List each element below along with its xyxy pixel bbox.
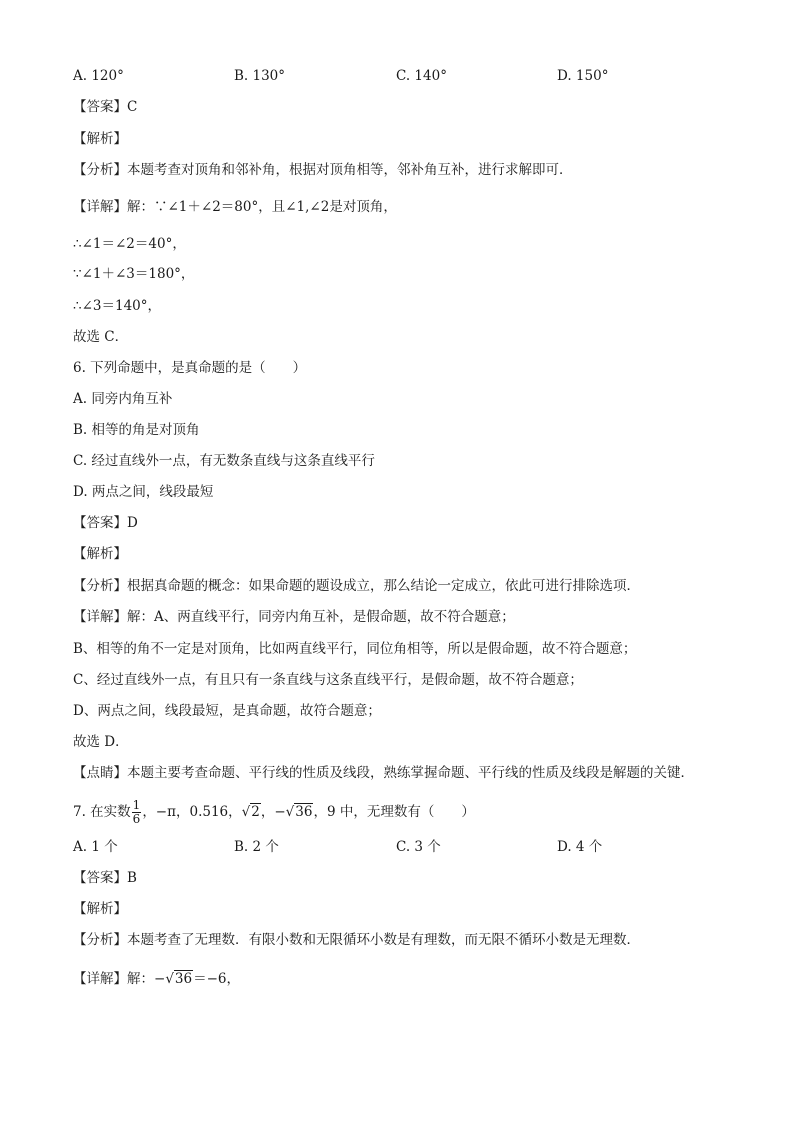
q5-option-a: A. 120° bbox=[73, 68, 124, 84]
q5-option-d: D. 150° bbox=[557, 68, 609, 84]
q7-stem: 7. 在实数 $\frac{1}{6}$ ，−π，0.516，√2，−√36，9 中，无理数有（ ） bbox=[73, 798, 475, 826]
q7-option-b: B. 2 个 bbox=[234, 839, 279, 855]
answer-value: C bbox=[127, 99, 138, 115]
q6-detail-line-4: D、两点之间，线段最短，是真命题，故符合题意； bbox=[73, 703, 381, 719]
q5-detail-line-5: 故选 C． bbox=[73, 329, 129, 345]
q6-detail-line-1: 【详解】解：A、两直线平行，同旁内角互补，是假命题，故不符合题意； bbox=[73, 609, 515, 625]
q6-option-c: C. 经过直线外一点，有无数条直线与这条直线平行 bbox=[73, 453, 375, 469]
q5-detail-line-3: ∵∠1＋∠3＝180°， bbox=[73, 266, 195, 282]
sqrt-36-detail: √36 bbox=[165, 971, 193, 987]
answer-label: 【答案】 bbox=[73, 99, 127, 115]
q6-answer: 【答案】D bbox=[73, 515, 138, 531]
q7-fenxi: 【分析】本题考查了无理数．有限小数和无限循环小数是有理数，而无限不循环小数是无理数． bbox=[73, 932, 640, 948]
q5-detail-line-1: 【详解】解：∵∠1＋∠2＝80°，且∠1,∠2是对顶角， bbox=[73, 199, 397, 215]
q5-analysis-label: 【解析】 bbox=[73, 131, 127, 147]
fraction-one-sixth: $\frac{1}{6}$ bbox=[132, 798, 141, 826]
q6-detail-line-2: B、相等的角不一定是对顶角，比如两直线平行，同位角相等，所以是假命题，故不符合题意； bbox=[73, 641, 637, 657]
q6-detail-line-3: C、经过直线外一点，有且只有一条直线与这条直线平行，是假命题，故不符合题意； bbox=[73, 672, 583, 688]
q6-option-d: D. 两点之间，线段最短 bbox=[73, 484, 214, 500]
q5-option-c: C. 140° bbox=[396, 68, 447, 84]
q5-option-b: B. 130° bbox=[234, 68, 286, 84]
q5-detail-line-2: ∴∠1＝∠2＝40°， bbox=[73, 236, 186, 252]
q6-option-a: A. 同旁内角互补 bbox=[73, 391, 173, 407]
q6-option-b: B. 相等的角是对顶角 bbox=[73, 422, 200, 438]
q6-analysis-label: 【解析】 bbox=[73, 546, 127, 562]
q5-fenxi bbox=[73, 161, 573, 179]
q7-option-c: C. 3 个 bbox=[396, 839, 441, 855]
q5-answer bbox=[73, 98, 137, 116]
q6-fenxi: 【分析】根据真命题的概念：如果命题的题设成立，那么结论一定成立，依此可进行排除选项． bbox=[73, 578, 640, 594]
q7-answer: 【答案】B bbox=[73, 870, 137, 886]
q6-detail-line-5: 故选 D． bbox=[73, 734, 129, 750]
fenxi-text: 本题考查对顶角和邻补角，根据对顶角相等，邻补角互补，进行求解即可． bbox=[127, 162, 573, 178]
q7-option-a: A. 1 个 bbox=[73, 839, 118, 855]
sqrt-2: √2 bbox=[241, 804, 260, 820]
q7-analysis-label: 【解析】 bbox=[73, 901, 127, 917]
detail-label: 【详解】 bbox=[73, 199, 127, 215]
dianjing-label: 【点睛】 bbox=[73, 765, 127, 781]
q5-detail-line-4: ∴∠3＝140°， bbox=[73, 298, 162, 314]
q6-dianjing: 【点睛】本题主要考查命题、平行线的性质及线段，熟练掌握命题、平行线的性质及线段是解题的关键． bbox=[73, 765, 694, 781]
q6-stem: 6. 下列命题中，是真命题的是（ ） bbox=[73, 360, 307, 376]
fenxi-label: 【分析】 bbox=[73, 162, 127, 178]
sqrt-36: √36 bbox=[285, 804, 313, 820]
q7-option-d: D. 4 个 bbox=[557, 839, 603, 855]
q7-detail-line-1: 【详解】解：−√36＝−6， bbox=[73, 971, 241, 987]
